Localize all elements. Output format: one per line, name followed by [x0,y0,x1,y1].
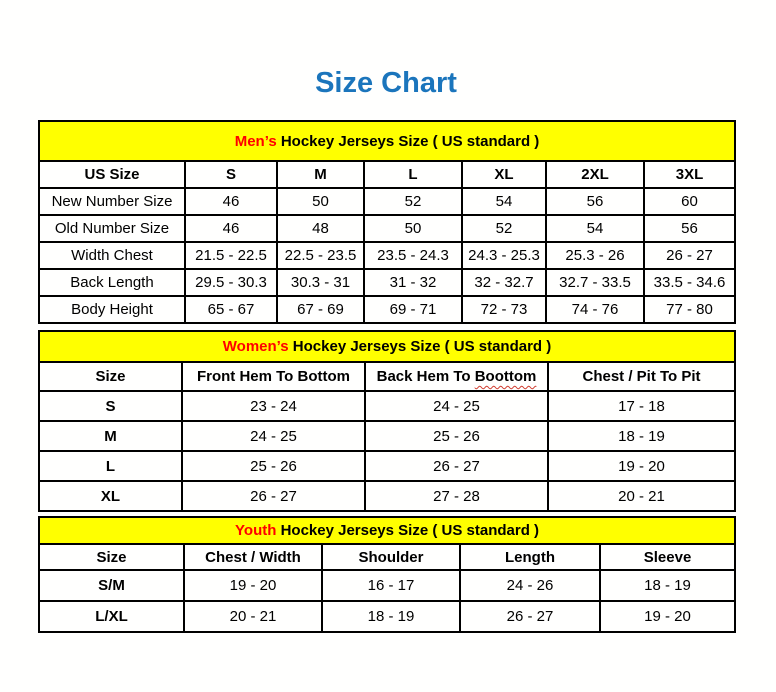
table-cell: 29.5 - 30.3 [185,269,277,296]
youth-col-header-2: Shoulder [322,544,460,570]
table-cell: 65 - 67 [185,296,277,323]
table-cell: 56 [546,188,644,215]
mens-col-header-3: L [364,161,462,188]
table-cell: 17 - 18 [548,391,735,421]
table-cell: 46 [185,215,277,242]
womens-heading-row [39,331,735,362]
womens-row-label: XL [39,481,182,511]
mens-heading-accent: Men’s [234,132,277,150]
mens-col-header-1: S [185,161,277,188]
table-cell: 23.5 - 24.3 [364,242,462,269]
table-cell: 69 - 71 [364,296,462,323]
page-title: Size Chart [315,67,457,99]
table-cell: 60 [644,188,735,215]
womens-table-row-0 [39,391,735,421]
womens-section-heading [39,331,735,362]
table-cell: 46 [185,188,277,215]
misspelled-word: Boottom [474,368,537,385]
mens-table-row-3 [39,269,735,296]
table-cell: 72 - 73 [462,296,546,323]
youth-heading-accent: Youth [235,522,277,539]
table-cell: 21.5 - 22.5 [185,242,277,269]
table-cell: 54 [462,188,546,215]
youth-size-table [38,516,736,633]
table-cell: 24 - 25 [365,391,548,421]
mens-row-label: Old Number Size [39,215,185,242]
table-cell: 52 [364,188,462,215]
size-chart-tables [38,120,734,633]
table-cell: 52 [462,215,546,242]
table-cell: 22.5 - 23.5 [277,242,364,269]
table-cell: 77 - 80 [644,296,735,323]
mens-col-header-4: XL [462,161,546,188]
table-cell: 50 [364,215,462,242]
womens-size-table [38,330,736,512]
table-cell: 20 - 21 [184,601,322,632]
mens-row-label: Back Length [39,269,185,296]
mens-column-header-row [39,161,735,188]
youth-col-header-0: Size [39,544,184,570]
youth-heading-text: Hockey Jerseys Size ( US standard ) [276,522,540,539]
table-cell: 25.3 - 26 [546,242,644,269]
mens-table-row-0 [39,188,735,215]
mens-table-row-2 [39,242,735,269]
table-cell: 50 [277,188,364,215]
mens-heading-text: Hockey Jerseys Size ( US standard ) [276,132,540,150]
table-cell: 30.3 - 31 [277,269,364,296]
table-cell: 24 - 25 [182,421,365,451]
youth-col-header-3: Length [460,544,600,570]
womens-heading-accent: Women’s [222,338,289,355]
table-cell: 25 - 26 [182,451,365,481]
table-cell: 25 - 26 [365,421,548,451]
table-cell: 19 - 20 [184,570,322,601]
womens-row-label: S [39,391,182,421]
table-cell: 33.5 - 34.6 [644,269,735,296]
womens-table-row-1 [39,421,735,451]
table-cell: 31 - 32 [364,269,462,296]
mens-row-label: New Number Size [39,188,185,215]
table-cell: 26 - 27 [182,481,365,511]
womens-table-row-3 [39,481,735,511]
youth-row-label: L/XL [39,601,184,632]
table-cell: 48 [277,215,364,242]
table-cell: 19 - 20 [600,601,735,632]
youth-table-row-1 [39,601,735,632]
mens-table-row-1 [39,215,735,242]
womens-row-label: M [39,421,182,451]
mens-col-header-0: US Size [39,161,185,188]
table-cell: 16 - 17 [322,570,460,601]
womens-col-header-1: Front Hem To Bottom [182,362,365,391]
table-cell: 24 - 26 [460,570,600,601]
table-cell: 26 - 27 [460,601,600,632]
mens-size-table [38,120,736,324]
table-cell: 56 [644,215,735,242]
mens-col-header-5: 2XL [546,161,644,188]
youth-section-heading [39,517,735,544]
table-cell: 23 - 24 [182,391,365,421]
mens-row-label: Body Height [39,296,185,323]
youth-heading-row [39,517,735,544]
table-cell: 18 - 19 [548,421,735,451]
table-cell: 67 - 69 [277,296,364,323]
womens-column-header-row [39,362,735,391]
mens-col-header-2: M [277,161,364,188]
mens-col-header-6: 3XL [644,161,735,188]
youth-column-header-row [39,544,735,570]
table-cell: 27 - 28 [365,481,548,511]
table-cell: 18 - 19 [322,601,460,632]
mens-section-heading [39,121,735,161]
mens-row-label: Width Chest [39,242,185,269]
womens-col-header-3: Chest / Pit To Pit [548,362,735,391]
table-cell: 18 - 19 [600,570,735,601]
table-cell: 32.7 - 33.5 [546,269,644,296]
table-cell: 26 - 27 [365,451,548,481]
womens-heading-text: Hockey Jerseys Size ( US standard ) [288,338,552,355]
womens-row-label: L [39,451,182,481]
table-cell: 20 - 21 [548,481,735,511]
table-cell: 24.3 - 25.3 [462,242,546,269]
youth-row-label: S/M [39,570,184,601]
womens-col-header-2: Back Hem To Boottom [365,362,548,391]
womens-col-header-0: Size [39,362,182,391]
youth-table-row-0 [39,570,735,601]
womens-table-row-2 [39,451,735,481]
table-cell: 19 - 20 [548,451,735,481]
mens-heading-row [39,121,735,161]
mens-table-row-4 [39,296,735,323]
table-cell: 26 - 27 [644,242,735,269]
youth-col-header-1: Chest / Width [184,544,322,570]
table-cell: 32 - 32.7 [462,269,546,296]
table-cell: 74 - 76 [546,296,644,323]
table-cell: 54 [546,215,644,242]
youth-col-header-4: Sleeve [600,544,735,570]
